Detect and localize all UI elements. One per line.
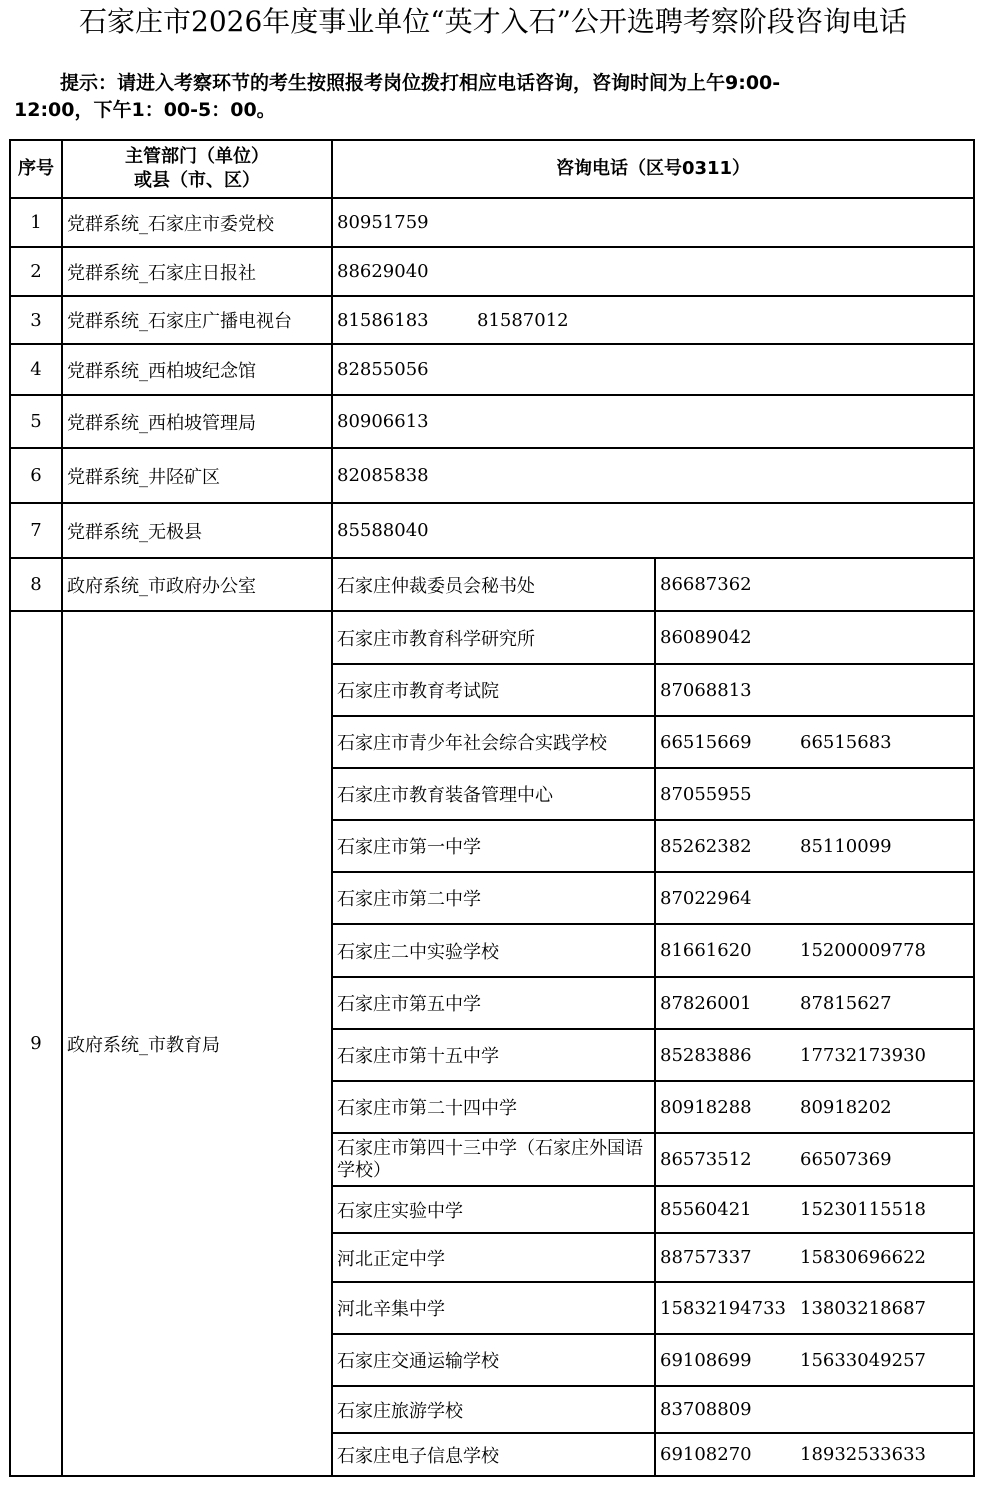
phone-cell [655, 1386, 974, 1433]
phone-cell [655, 1282, 974, 1334]
phone-number: 88757337 [660, 1247, 752, 1268]
table-row [10, 611, 974, 664]
phone-cell [655, 1029, 974, 1081]
phone-cell [332, 395, 974, 448]
phone-cell [655, 1081, 974, 1133]
unit-name: 石家庄市第五中学 [332, 977, 655, 1029]
header-phone: 咨询电话（区号0311） [332, 140, 974, 198]
phone-number: 86573512 [660, 1149, 752, 1170]
table-row [10, 296, 974, 344]
phone-number: 87055955 [660, 783, 752, 805]
phone-cell [655, 924, 974, 977]
dept-name: 政府系统_市政府办公室 [62, 558, 332, 611]
phone-number: 80906613 [337, 411, 429, 432]
header-no: 序号 [10, 140, 62, 198]
phone-number: 85262382 [660, 835, 752, 857]
phone-cell [332, 296, 974, 344]
unit-name: 石家庄市青少年社会综合实践学校 [332, 716, 655, 768]
phone-cell [655, 664, 974, 716]
phone-number: 83708809 [660, 1399, 752, 1420]
phone-number: 85283886 [660, 1044, 752, 1066]
phone-number: 85560421 [660, 1199, 752, 1220]
unit-name: 石家庄旅游学校 [332, 1386, 655, 1433]
phone-number: 87826001 [660, 992, 752, 1014]
header-dept [62, 140, 332, 198]
phone-number: 82085838 [337, 465, 429, 486]
unit-name: 石家庄市第一中学 [332, 820, 655, 872]
phone-number: 88629040 [337, 261, 429, 282]
unit-name: 石家庄市第十五中学 [332, 1029, 655, 1081]
phone-cell [655, 872, 974, 924]
table-row [10, 558, 974, 611]
phone-number: 82855056 [337, 359, 429, 380]
phone-number: 86687362 [660, 574, 752, 595]
phone-cell [655, 820, 974, 872]
unit-name: 石家庄实验中学 [332, 1186, 655, 1233]
unit-name: 石家庄交通运输学校 [332, 1334, 655, 1386]
row-number: 4 [10, 344, 62, 395]
phone-number-alt: 18932533633 [800, 1444, 926, 1465]
hint-line-2: 12:00，下午1：00-5：00。 [14, 99, 276, 121]
table-row [10, 247, 974, 296]
phone-number: 85588040 [337, 520, 429, 541]
unit-name: 石家庄市第二十四中学 [332, 1081, 655, 1133]
phone-number-alt: 87815627 [800, 992, 892, 1014]
header-dept-line1: 主管部门（单位） [125, 146, 269, 167]
phone-number: 81661620 [660, 940, 752, 961]
phone-cell [332, 344, 974, 395]
unit-name: 石家庄市第四十三中学（石家庄外国语学校） [332, 1133, 655, 1186]
unit-name: 石家庄仲裁委员会秘书处 [332, 558, 655, 611]
row-number: 9 [10, 611, 62, 1476]
phone-number-alt: 66515683 [800, 731, 892, 753]
phone-number: 15832194733 [660, 1297, 786, 1319]
phone-number: 87022964 [660, 887, 752, 909]
unit-name: 石家庄电子信息学校 [332, 1433, 655, 1476]
phone-number: 81586183 [337, 309, 429, 331]
phone-number-alt: 17732173930 [800, 1044, 926, 1066]
phone-cell [655, 611, 974, 664]
dept-name: 党群系统_石家庄日报社 [62, 247, 332, 296]
page-title: 石家庄市2026年度事业单位“英才入石”公开选聘考察阶段咨询电话 [79, 5, 907, 38]
table-header-row [10, 140, 974, 198]
unit-name: 石家庄二中实验学校 [332, 924, 655, 977]
header-dept-line2: 或县（市、区） [134, 170, 260, 191]
phone-number: 69108699 [660, 1349, 752, 1371]
phone-cell [655, 977, 974, 1029]
table-row [10, 503, 974, 558]
table-row [10, 344, 974, 395]
phone-number: 66515669 [660, 731, 752, 753]
phone-cell [655, 716, 974, 768]
unit-name: 河北正定中学 [332, 1233, 655, 1282]
phone-cell [332, 448, 974, 503]
row-number: 3 [10, 296, 62, 344]
phone-number-alt: 13803218687 [800, 1297, 926, 1319]
row-number: 5 [10, 395, 62, 448]
consultation-hint [14, 70, 964, 124]
table-row [10, 395, 974, 448]
contact-table [9, 139, 975, 1477]
phone-number: 86089042 [660, 627, 752, 648]
row-number: 1 [10, 198, 62, 247]
phone-cell [655, 768, 974, 820]
dept-name: 政府系统_市教育局 [62, 611, 332, 1476]
hint-line-1: 提示：请进入考察环节的考生按照报考岗位拨打相应电话咨询，咨询时间为上午9:00- [60, 72, 781, 94]
phone-number-alt: 81587012 [477, 309, 569, 331]
phone-number-alt: 85110099 [800, 835, 892, 857]
unit-name: 石家庄市教育考试院 [332, 664, 655, 716]
phone-number-alt: 15200009778 [800, 940, 926, 961]
dept-name: 党群系统_石家庄广播电视台 [62, 296, 332, 344]
unit-name: 石家庄市第二中学 [332, 872, 655, 924]
unit-name: 河北辛集中学 [332, 1282, 655, 1334]
phone-number-alt: 15230115518 [800, 1199, 926, 1220]
phone-number: 87068813 [660, 679, 752, 701]
phone-cell [332, 198, 974, 247]
phone-cell [332, 247, 974, 296]
unit-name: 石家庄市教育装备管理中心 [332, 768, 655, 820]
phone-cell [655, 1433, 974, 1476]
phone-number: 69108270 [660, 1444, 752, 1465]
phone-number-alt: 66507369 [800, 1149, 892, 1170]
unit-name: 石家庄市教育科学研究所 [332, 611, 655, 664]
phone-cell [655, 1334, 974, 1386]
phone-number-alt: 15830696622 [800, 1247, 926, 1268]
dept-name: 党群系统_石家庄市委党校 [62, 198, 332, 247]
dept-name: 党群系统_西柏坡管理局 [62, 395, 332, 448]
phone-cell [655, 558, 974, 611]
row-number: 7 [10, 503, 62, 558]
dept-name: 党群系统_西柏坡纪念馆 [62, 344, 332, 395]
phone-number-alt: 80918202 [800, 1096, 892, 1118]
table-row [10, 198, 974, 247]
row-number: 8 [10, 558, 62, 611]
phone-number: 80951759 [337, 212, 429, 233]
phone-cell [655, 1133, 974, 1186]
table-row [10, 448, 974, 503]
phone-number-alt: 15633049257 [800, 1349, 926, 1371]
dept-name: 党群系统_井陉矿区 [62, 448, 332, 503]
dept-name: 党群系统_无极县 [62, 503, 332, 558]
phone-number: 80918288 [660, 1096, 752, 1118]
phone-cell [655, 1233, 974, 1282]
phone-cell [332, 503, 974, 558]
phone-cell [655, 1186, 974, 1233]
row-number: 2 [10, 247, 62, 296]
row-number: 6 [10, 448, 62, 503]
